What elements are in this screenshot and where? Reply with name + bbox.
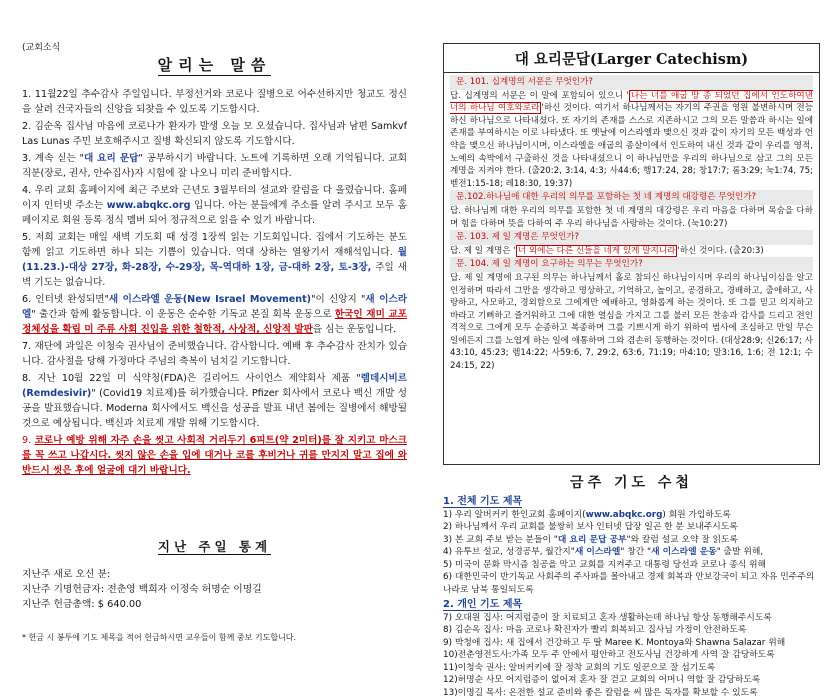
answer-104: 답. 제 일 계명에 요구된 의무는 하나님께서 홀로 참되신 하나님이시며 우리의 하나님이심을 알고 인정하며 따라서 그만을 생각하고 명상하고, 기억하고, 높이고, 공경하고, 경배하고, 출애하고, 사랑하고, 사모하고, 경외함으로 그에게만 예배하고, 영화롭게 하는 것이다. 또 그를 믿고 의지하고 바라고 기뻐하고 즐거워하고 그에 대한 열심을 가지고 그를 불러 모든 찬송과 감사를 드리고 전인격적으로 그에게 모두 순종하고 복종하며 그를 기쁘시게 하기 위하여 범사에 조심하고 만일 무슨 일에든지 그를 노엽게 하는 일에 애통하며 그와 겸손히 동행하는 것이다. (대상28:9; 신26:17; 사43:10, 45:23; 렘14:22; 사59:6, 7, 29:2, 63:6, 71:19; 마4:10; 말3:16, 1:6; 전 12:1; 수24:15, 22) — [450, 272, 813, 373]
answer-101: 답. 십계명의 서문은 이 말에 포함되어 있으니 ' 나는 너를 애굽 땅 종 되었던 집에서 인도하여낸 너의 하나님 여호와로라 '하신 것이다. 여기서 하나님께서는 자기의 주권을 영원 불변하시며 전능하신 하나님으로 나타내셨다. 또 자기의 존재를 스스로 지존하시고 그의 모든 말씀과 하시는 일에 존재를 부여하시는 이로 나타냈다. 또 옛날에 이스라엘과 맺으신 것과 같이 자기의 모든 백성과 언약을 맺으신 하나님이시며, 이스라엘을 애굽의 종살이에서 인도하여 내신 것과 같이 우리를 영적, 노예의 속박에서 구출하신 것을 나타내셨으니 이 하나님만을 우리의 하나님으로 삼고 그의 모든 계명을 지켜야 한다. (출20:2, 3:14, 4:3; 사44:6; 행17:24, 28; 창17:7; 롬3:29; 눅1:74, 75; 벧전1:15-18; 레18:30, 19:37) — [450, 90, 813, 191]
notice-item: 3. 계속 싣는 "대 요리 문답" 공부하시기 바랍니다. 노트에 기록하면 오래 기억됩니다. 교회 직분(장로, 권사, 안수집사)자 시험에 잘 나오니 미리 준비합시다. — [22, 151, 407, 181]
notice-item: 7. 재단에 과일은 이청숙 권사님이 준비했습니다. 감사합니다. 예배 후 추수감사 잔치가 있습니다. 감사절을 당해 가정마다 주님의 축복이 넘치길 기도합니다. — [22, 339, 407, 369]
prayer-title: 금주 기도 수첩 — [443, 472, 820, 492]
homepage-link[interactable]: www.abqkc.org — [107, 200, 191, 211]
notice-item: 9. 코로나 예방 위해 자주 손을 씻고 사회적 거리두기 6피트(약 2미터)를 잘 지키고 마스크를 꼭 쓰고 나갑시다. 씻지 않은 손을 입에 대거나 코를 후비거나 귀를 만지지 말고 집에 와 반드시 씻은 후에 얼굴에 대기 바랍니다. — [22, 433, 407, 478]
corner-label: (교회소식 — [22, 40, 60, 53]
notices-title: 알리는 말씀 — [22, 54, 407, 75]
notice-item: 2. 김순옥 집사님 마음에 코로나가 환자가 발생 오늘 모 오셨습니다. 집사님과 남편 Samkvf Las Lunas 주민 보호해주시고 질병 확신되지 않도록 기도합시다. — [22, 119, 407, 149]
prayer-item: 2) 하나님께서 우리 교회를 불쌍히 보사 인터넷 답장 일곤 한 분 보내주시도록 — [443, 521, 820, 534]
catechism-box — [443, 43, 820, 465]
statistics-report — [22, 567, 407, 612]
offering-footnote: * 헌금 시 봉투에 기도 제목을 적어 헌금하시면 교우들이 함께 중보 기도합니다. — [22, 632, 407, 643]
question-104: 문. 104. 제 일 계명이 요구하는 의무는 무엇인가? — [450, 257, 813, 272]
prayer-item: 7) 오대원 집사: 어지럼증이 잘 치료되고 혼자 생활하는데 하나님 항상 동행해주시도록 — [443, 612, 820, 625]
catechism-body — [444, 73, 819, 375]
prayer-section-personal: 2. 개인 기도 제목 — [443, 599, 820, 612]
prayer-item: 9) 박청애 집사: 새 집에서 건강하고 두 딸 Maree K. Montoya와 Shawna Salazar 위해 — [443, 637, 820, 650]
answer-103: 답. 제 일 계명은 ' 너 외에는 다른 신들을 네게 있게 말지니라 '하신 것이다. (출20:3) — [450, 245, 813, 258]
prayer-section-general: 1. 전체 기도 제목 — [443, 496, 820, 509]
prayer-item: 10)전춘영전도사:가족 모두 주 안에서 평안하고 전도사님 건강하게 사역 잘 감당하도록 — [443, 649, 820, 662]
prayer-item: 4) 유투브 설교, 성경공부, 월간지"새 이스라엘" 창간 "새 이스라엘 운동" 출발 위해, — [443, 546, 820, 559]
prayer-item: 11)이청숙 권사: 알버커키에 잘 정착 교회의 기도 일꾼으로 잘 섬기도록 — [443, 662, 820, 675]
statistics-title: 지난 주일 통계 — [22, 537, 407, 555]
question-101: 문. 101. 십계명의 서문은 무엇인가? — [450, 75, 813, 90]
answer-102: 답. 하나님께 대한 우리의 의무를 포함한 첫 네 계명의 대강령은 우리 마음을 다하며 목숨을 다하며 힘을 다하며 뜻을 다하여 주 우리 하나님을 사랑하는 것이다. (눅10:27) — [450, 205, 813, 230]
report-line: 지난주 기명헌금자: 전춘영 백희자 이정숙 허명순 이명길 — [22, 582, 407, 597]
prayer-item: 13)이명길 목사: 온전한 설교 준비와 좋은 칼럼을 써 많은 독자를 확보할 수 있도록 — [443, 687, 820, 699]
notices-list — [22, 87, 407, 480]
notice-item: 5. 저희 교회는 매일 새벽 기도회 때 성경 1장씩 읽는 기도회입니다. 집에서 기도하는 분도 함께 읽고 기도하면 하나 되는 기쁨이 있습니다. 역대 상하는 열왕기서 재해석입니다. 월(11.23.)-대상 27장, 화-28장, 수-29장, 목-역대하 1장, 금-대하 2장, 토-3장, 주일 새벽 기도는 없습니다. — [22, 230, 407, 290]
report-line: 지난주 헌금총액: $ 640.00 — [22, 597, 407, 612]
prayer-item: 1) 우리 알버커키 한인교회 홈페이지(www.abqkc.org) 회원 가입하도록 — [443, 509, 820, 522]
prayer-list — [443, 493, 820, 699]
notice-item: 6. 인터넷 완성되면"새 이스라엘 운동(New Israel Movement)"이 신앙지 "새 이스라엘" 출간과 함께 활동합니다. 이 운동은 순수한 기독교 본질 회복 운동으로 한국인 재미 교포 정체성을 확립 미 주류 사회 진입을 위한 철학적, 사상적, 신앙적 발판을 심는 운동입니다. — [22, 292, 407, 337]
notice-item: 8. 지난 10월 22일 미 식약청(FDA)은 길리어드 사이언스 제약회사 제품 "렘데시비르 (Remdesivir)" (Covid19 치료제)를 허가했습니다. Pfizer 회사에서 코로나 백신 개발 성공을 발표했습니다. Moderna 회사에서도 백신을 성공을 발표 내년 봄에는 질병에서 해방될 것으로 예상됩니다. 백신과 치료제 개발 위해 기도합시다. — [22, 371, 407, 431]
report-line: 지난주 새로 오신 분: — [22, 567, 407, 582]
prayer-item: 3) 본 교회 주보 받는 분들이 "대 요리 문답 공부"와 칼럼 설교 오약 잘 읽도록 — [443, 534, 820, 547]
prayer-item: 5) 미국이 문화 막시즘 침공을 막고 교회를 지켜주고 대통령 당선과 코로나 종식 위해 — [443, 559, 820, 572]
notice-item: 1. 11월22일 추수감사 주일입니다. 부정선거와 코로나 질병으로 어수선하지만 청교도 정신을 살려 건국자들의 신앙을 되찾을 수 있도록 기도합시다. — [22, 87, 407, 117]
catechism-title: 대 요리문답(Larger Catechism) — [444, 44, 819, 73]
homepage-link[interactable]: www.abqkc.org — [586, 510, 663, 520]
prayer-item: 6) 대한민국이 반기독교 사회주의 주사파를 몰아내고 경제 회복과 안보강국이 되고 자유 민주주의 나라로 남북 통일되도록 — [443, 571, 820, 596]
question-102: 문.102.하나님에 대한 우리의 의무를 포함하는 첫 네 계명의 대강령은 무엇인가? — [450, 190, 813, 205]
question-103: 문. 103. 제 일 계명은 무엇인가? — [450, 230, 813, 245]
notice-item: 4. 우리 교회 홈페이지에 최근 주보와 근년도 3월부터의 설교와 칼럼을 다 올렸습니다. 홈페이지 인터넷 주소는 www.abqkc.org 입니다. 아는 분들에게 주소를 알려 주시고 모두 홈페이지로 회원 등록 정식 멤버 되어 정규적으로 읽을 수 있기 바랍니다. — [22, 183, 407, 228]
prayer-item: 12)허명순 사모 어지럼증이 없어져 혼자 잘 걷고 교회의 어머니 역할 잘 감당하도록 — [443, 674, 820, 687]
prayer-item: 8) 김순옥 집사: 마음 코로나 확진자가 빨리 회복되고 집사님 가정이 안전하도록 — [443, 624, 820, 637]
